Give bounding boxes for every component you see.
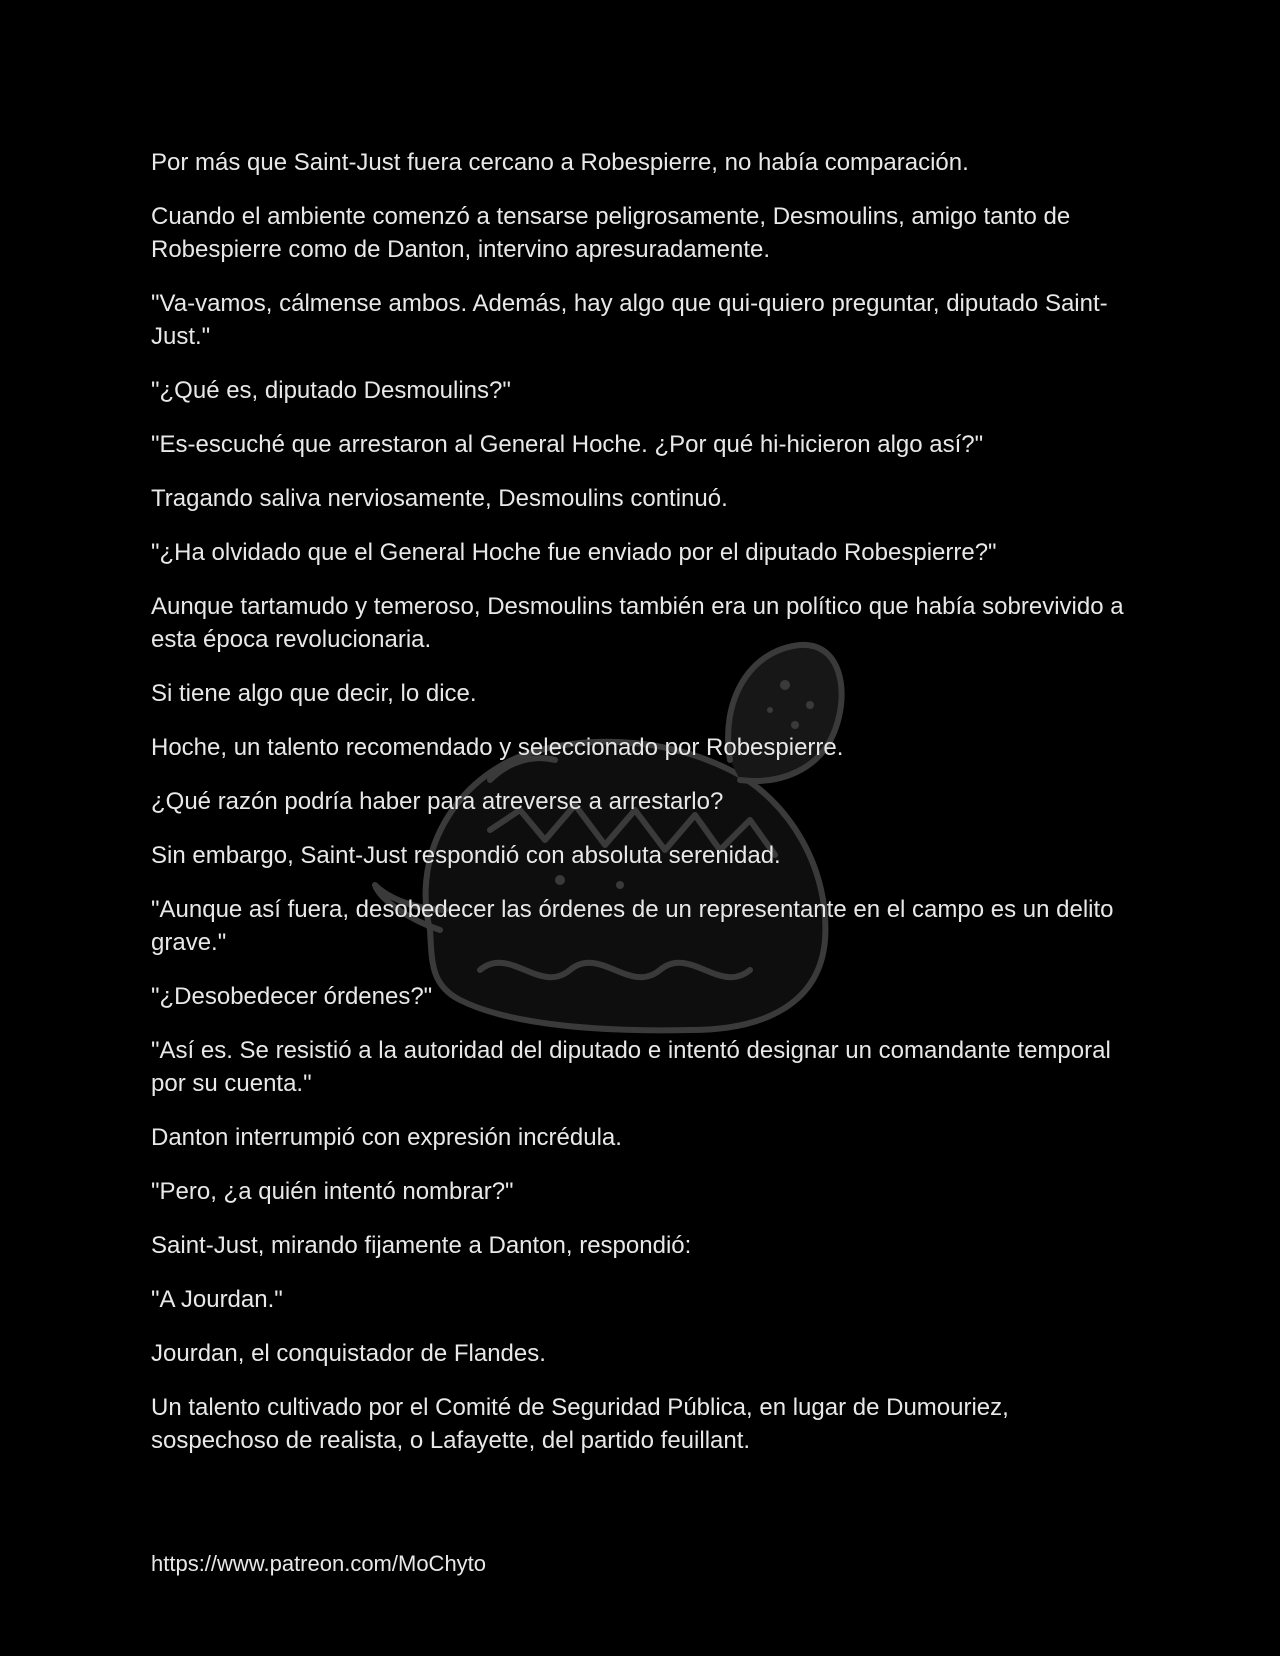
paragraph: Saint-Just, mirando fijamente a Danton, respondió: (151, 1232, 692, 1259)
paragraph: Tragando saliva nerviosamente, Desmoulins continuó. (151, 485, 728, 512)
paragraph: "Así es. Se resistió a la autoridad del diputado e intentó designar un comandante temporal por su cuenta." (151, 1037, 1111, 1097)
paragraph: "Aunque así fuera, desobedecer las órdenes de un representante en el campo es un delito grave." (151, 896, 1114, 956)
paragraph: "¿Ha olvidado que el General Hoche fue enviado por el diputado Robespierre?" (151, 539, 997, 566)
paragraph: "Va-vamos, cálmense ambos. Además, hay algo que qui-quiero preguntar, diputado Saint-Just." (151, 290, 1108, 350)
chapter-text (151, 146, 1131, 1478)
paragraph: Sin embargo, Saint-Just respondió con absoluta serenidad. (151, 842, 781, 869)
paragraph: "A Jourdan." (151, 1286, 283, 1313)
paragraph: Por más que Saint-Just fuera cercano a Robespierre, no había comparación. (151, 149, 969, 176)
paragraph: Cuando el ambiente comenzó a tensarse peligrosamente, Desmoulins, amigo tanto de Robespierre como de Danton, intervino apresuradamente. (151, 203, 1071, 263)
paragraph: "Pero, ¿a quién intentó nombrar?" (151, 1178, 514, 1205)
paragraph: Un talento cultivado por el Comité de Seguridad Pública, en lugar de Dumouriez, sospechoso de realista, o Lafayette, del partido feuillant. (151, 1394, 1009, 1454)
paragraph: Danton interrumpió con expresión incrédula. (151, 1124, 622, 1151)
patreon-link[interactable]: https://www.patreon.com/MoChyto (151, 1551, 487, 1576)
paragraph: Hoche, un talento recomendado y seleccionado por Robespierre. (151, 734, 844, 761)
paragraph: "Es-escuché que arrestaron al General Hoche. ¿Por qué hi-hicieron algo así?" (151, 431, 984, 458)
paragraph: Jourdan, el conquistador de Flandes. (151, 1340, 546, 1367)
paragraph: "¿Desobedecer órdenes?" (151, 983, 433, 1010)
paragraph: Si tiene algo que decir, lo dice. (151, 680, 477, 707)
paragraph: "¿Qué es, diputado Desmoulins?" (151, 377, 511, 404)
paragraph: Aunque tartamudo y temeroso, Desmoulins también era un político que había sobrevivido a esta época revolucionaria. (151, 593, 1124, 653)
paragraph: ¿Qué razón podría haber para atreverse a arrestarlo? (151, 788, 724, 815)
